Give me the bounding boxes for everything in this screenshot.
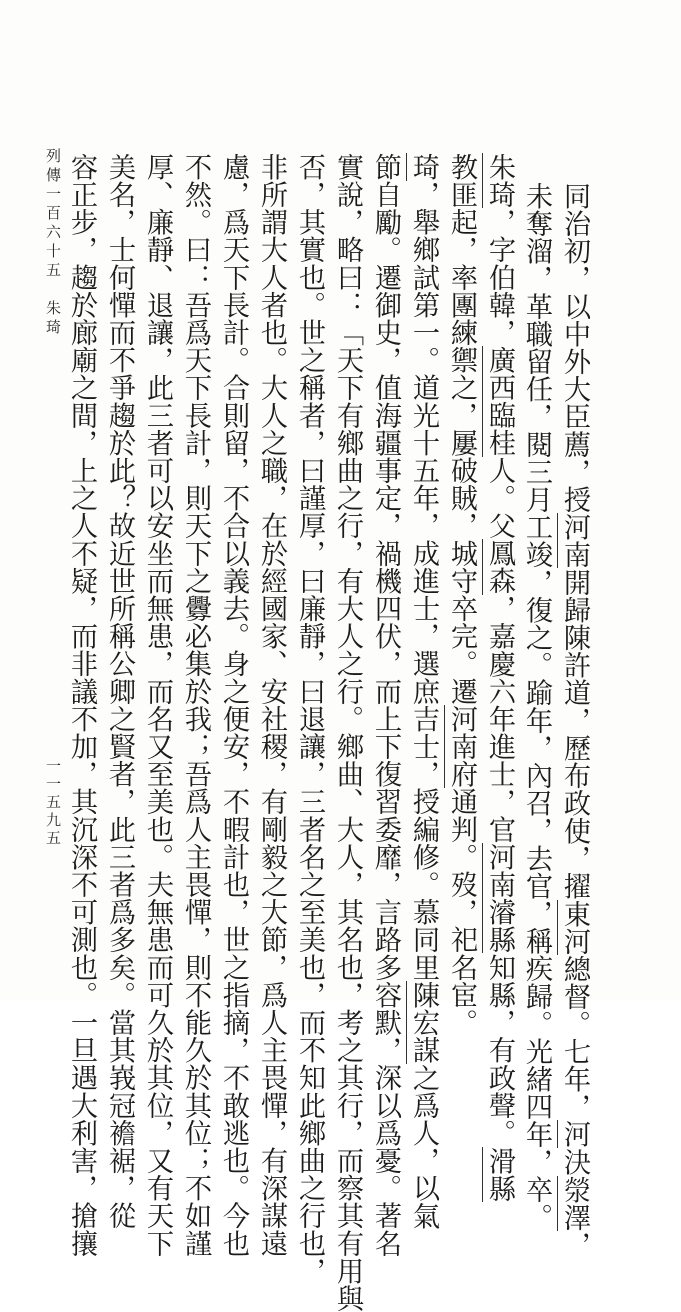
text-column bbox=[64, 153, 98, 1257]
text-run: 厚、廉靜、退讓，此三者可以安坐而無患，而名又至美也。夫無患而可久於其位，又有天下 bbox=[142, 153, 173, 1257]
text-column bbox=[519, 182, 553, 1231]
text-run: ， bbox=[559, 1230, 590, 1259]
text-column bbox=[482, 153, 516, 1202]
text-column bbox=[216, 153, 250, 1257]
text-run: 實說，略曰：「天下有鄉曲之行，有大人之行。鄉曲、大人，其名也，考之其行，而察其有用與 bbox=[332, 153, 363, 1312]
proper-noun-marked: 河南府 bbox=[446, 705, 477, 788]
text-run: 人。父 bbox=[484, 456, 515, 540]
proper-noun-marked: 陳宏謀 bbox=[408, 981, 439, 1064]
text-run: 否，其實也。世之稱者，曰謹厚，曰廉靜，曰退讓，三者名之至美也，而不知此鄉曲之行也， bbox=[294, 153, 325, 1285]
text-run: 慮，爲天下長計。合則留，不合以義去。身之便安，不暇計也，世之指摘，不敢逃也。今也 bbox=[218, 153, 249, 1257]
text-run: 開歸陳許道， bbox=[559, 568, 590, 735]
proper-noun-marked: 東河 bbox=[559, 899, 590, 955]
text-column bbox=[406, 153, 440, 1229]
proper-noun-marked: 臨桂 bbox=[484, 401, 515, 457]
text-run: ，嘉慶六年進士，官 bbox=[484, 594, 515, 844]
text-run: 之爲人，以氣 bbox=[408, 1063, 439, 1230]
text-run: 美名，士何憚而不爭趨於此？故近世所稱公卿之賢者，此三者爲多矣。當其峩冠襜裾，從 bbox=[104, 153, 135, 1230]
text-run: ，舉鄉試第一。道光十五年，成進士，選庶吉士，授編修。慕同里 bbox=[408, 180, 439, 982]
text-run: 總督。七年， bbox=[559, 954, 590, 1121]
running-title: 列傳一百六十五 朱琦 bbox=[44, 148, 62, 338]
text-column bbox=[330, 153, 364, 1312]
proper-noun-marked: 濬縣 bbox=[484, 898, 515, 954]
text-run: 通判。歿，祀名宦。 bbox=[446, 787, 477, 1037]
text-run: 非所謂大人者也。大人之職，在於經國家、安社稷，有剛毅之大節，爲人主畏憚，有深謀遠 bbox=[256, 153, 287, 1257]
text-run: ，字伯韓， bbox=[484, 208, 515, 347]
text-column bbox=[292, 153, 326, 1285]
proper-noun-marked: 河南 bbox=[559, 513, 590, 569]
proper-noun-marked: 河南 bbox=[484, 843, 515, 899]
proper-noun-marked: 河 bbox=[559, 1120, 590, 1149]
proper-noun-marked: 琦 bbox=[408, 153, 439, 181]
text-run: 同治初，以中外大臣薦，授 bbox=[559, 182, 590, 514]
proper-noun-marked: 鳳森 bbox=[484, 539, 515, 595]
text-run: 教匪起，率團練禦之，屢破賊，城守卒完。遷 bbox=[446, 153, 477, 705]
proper-noun-marked: 朱琦 bbox=[484, 153, 515, 209]
text-run: 不然。曰：吾爲天下長計，則天下之釁必集於我；吾爲人主畏憚，則不能久於其位；不如謹 bbox=[180, 153, 211, 1257]
text-run: 決 bbox=[559, 1148, 590, 1176]
text-run: 歷布政使，擢 bbox=[559, 734, 590, 900]
page-number: 一一五九五 bbox=[44, 758, 62, 848]
text-run: 容正步，趨於廊廟之間，上之人不疑，而非議不加，其沉深不可測也。一旦遇大利害，搶攘 bbox=[66, 153, 97, 1257]
proper-noun-marked: 廣西 bbox=[484, 346, 515, 402]
text-run: 節自勵。遷御史，值海疆事定，禍機四伏，而上下復習委靡，言路多容默，深以爲憂。著名 bbox=[370, 153, 401, 1257]
text-column bbox=[178, 153, 212, 1257]
text-column bbox=[557, 182, 591, 1258]
text-column bbox=[140, 153, 174, 1257]
text-column bbox=[102, 153, 136, 1229]
text-run: 知縣，有政聲。 bbox=[484, 953, 515, 1147]
text-run: 未奪溜，革職留任，閱三月工竣，復之。踰年，內召，去官，稱疾歸。光緒四年，卒。 bbox=[521, 182, 552, 1231]
text-column bbox=[444, 153, 478, 1036]
proper-noun-marked: 滎澤 bbox=[559, 1175, 590, 1231]
text-column bbox=[368, 153, 402, 1257]
proper-noun-marked: 滑縣 bbox=[484, 1146, 515, 1202]
text-column bbox=[254, 153, 288, 1257]
